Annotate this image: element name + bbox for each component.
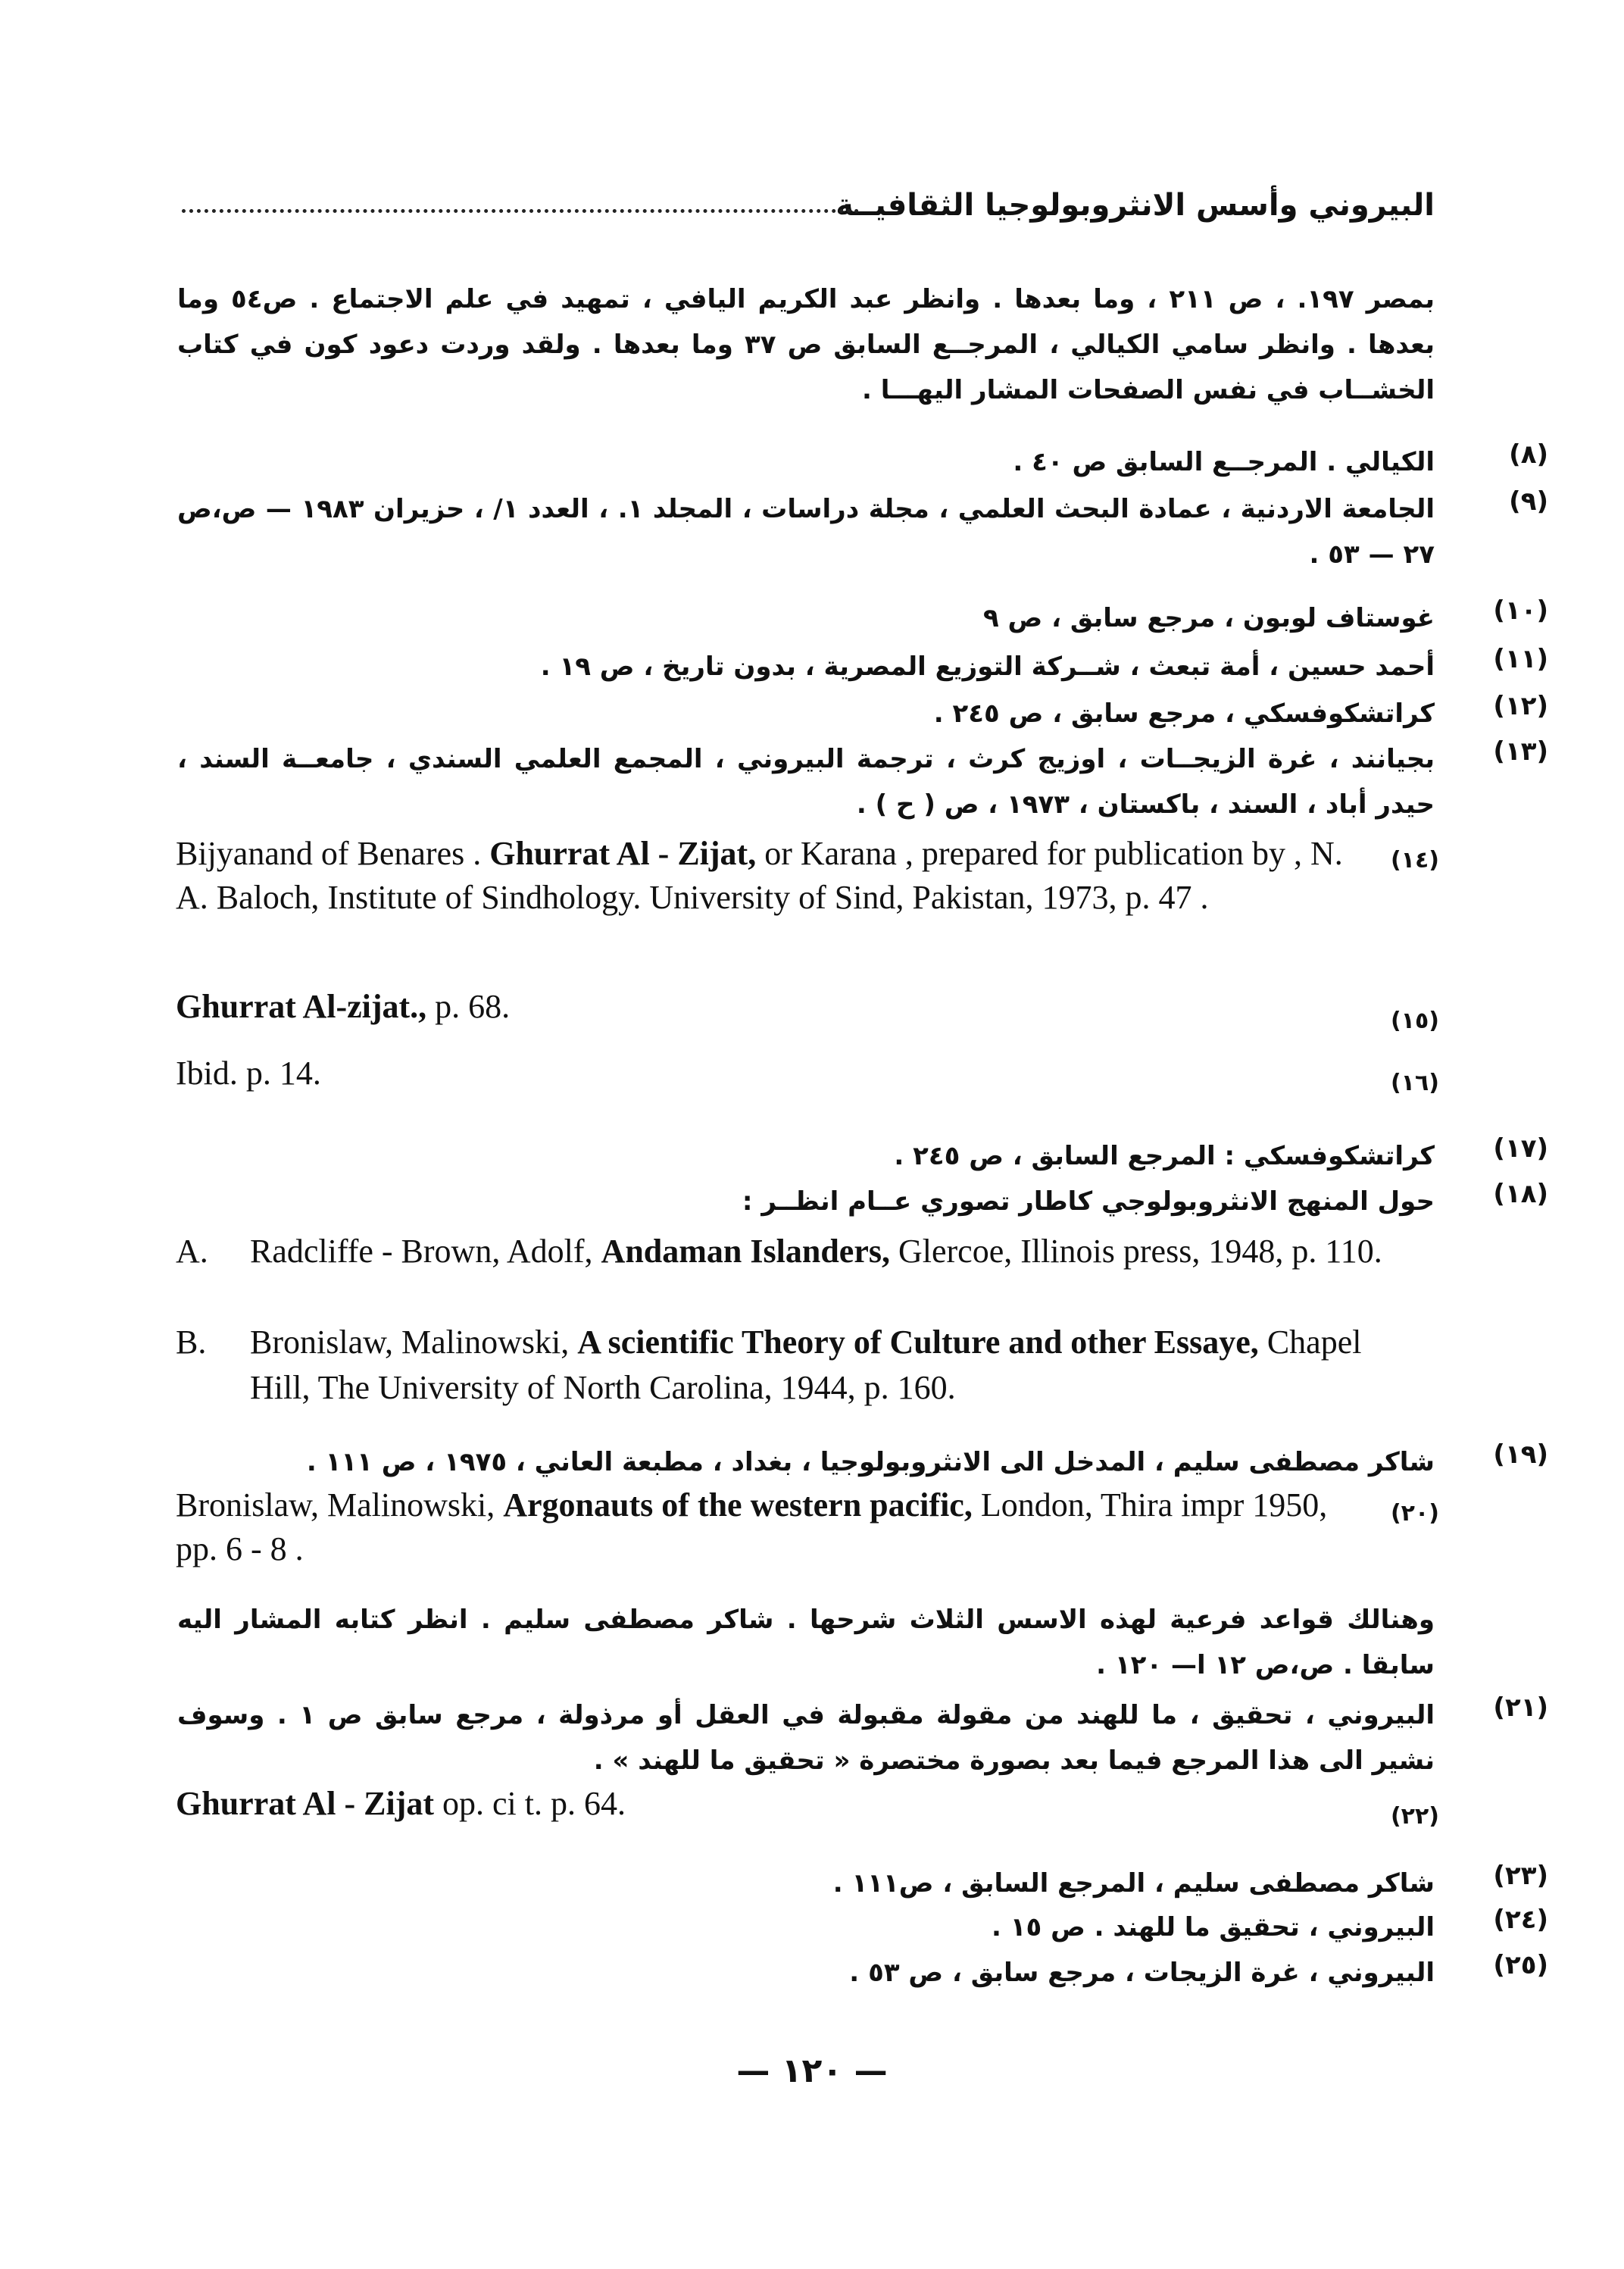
reference-b	[176, 1320, 1403, 1411]
footnote-text: الجامعة الاردنية ، عمادة البحث العلمي ، مجلة دراسات ، المجلد ١. ، العدد ١/ ، حزيران ١٩٨٣ — ص،ص ٢٧ — ٥٣ .	[177, 494, 1435, 570]
footnote-20-author: Bronislaw, Malinowski,	[176, 1486, 504, 1524]
footnote-13	[177, 736, 1548, 827]
footnote-text: البيروني ، غرة الزيجات ، مرجع سابق ، ص ٥٣ .	[849, 1958, 1435, 1988]
footnote-number: (١٣)	[1493, 736, 1548, 767]
footnote-12	[177, 691, 1548, 736]
footnote-21	[177, 1692, 1548, 1783]
footnote-text: حول المنهج الانثروبولوجي كاطار تصوري عــام انظــر :	[742, 1186, 1435, 1217]
footnote-9	[177, 486, 1548, 577]
footnote-number: (١٧)	[1493, 1133, 1548, 1164]
footnote-10	[177, 595, 1548, 641]
note-7-continuation: بمصر ١٩٧. ، ص ٢١١ ، وما بعدها . وانظر عبد الكريم اليافي ، تمهيد في علم الاجتماع . ص٥٤ وما بعدها . وانظر سامي الكيالي ، المرجــع السابق ص ٣٧ وما بعدها . ولقد وردت دعود كون في كتاب الخشــاب في نفس الصفحات المشار اليهـــا .	[177, 284, 1435, 405]
footnote-number: (٨)	[1509, 439, 1548, 470]
reference-b-publisher: Chapel Hill, The University of North Carolina, 1944, p. 160.	[250, 1324, 1362, 1406]
running-header-title: البيروني وأسس الانثروبولوجيا الثقافيــة	[835, 188, 1435, 223]
footnote-15-part: p. 68.	[426, 988, 511, 1025]
reference-letter: A.	[176, 1233, 208, 1270]
reference-a	[176, 1229, 1403, 1274]
footnote-22	[176, 1782, 1357, 1826]
reference-a-publisher: Glercoe, Illinois press, 1948, p. 110.	[889, 1233, 1382, 1270]
footnote-number: (١١)	[1493, 644, 1548, 674]
footnote-14	[176, 832, 1357, 920]
footnote-14-number: (١٤)	[1390, 847, 1439, 874]
footnote-15-title: Ghurrat Al-zijat.,	[176, 988, 427, 1025]
footnote-18	[177, 1179, 1548, 1224]
footnote-15-number: (١٥)	[1390, 1008, 1439, 1034]
footnote-text: البيروني ، تحقيق ، ما للهند من مقولة مقبولة في العقل أو مرذولة ، مرجع سابق ص ١ . وسوف نشير الى هذا المرجع فيما بعد بصورة مختصرة « تحقيق ما للهند » .	[177, 1700, 1435, 1776]
footnote-text: كراتشكوفسكي : المرجع السابق ، ص ٢٤٥ .	[894, 1141, 1435, 1171]
footnote-text: شاكر مصطفى سليم ، المرجع السابق ، ص١١١ .	[832, 1868, 1435, 1899]
footnote-14-part-1: Bijyanand of Benares .	[176, 835, 490, 872]
note-20-continuation: وهنالك قواعد فرعية لهذه الاسس الثلاث شرحها . شاكر مصطفى سليم . انظر كتابه المشار اليه سابقا . ص،ص ١٢ ا— ١٢٠ .	[177, 1605, 1435, 1680]
footnote-number: (٢٤)	[1493, 1905, 1548, 1935]
reference-b-title: A scientific Theory of Culture and other Essaye,	[577, 1324, 1259, 1361]
footnote-16: Ibid. p. 14.	[176, 1055, 321, 1092]
footnote-20	[176, 1483, 1357, 1571]
footnote-17	[177, 1133, 1548, 1179]
footnote-15	[176, 985, 1357, 1029]
header-dotted-rule	[182, 203, 859, 213]
footnote-number: (١٩)	[1493, 1439, 1548, 1470]
footnote-text: أحمد حسين ، أمة تبعث ، شــركة التوزيع المصرية ، بدون تاريخ ، ص ١٩ .	[540, 652, 1435, 682]
footnote-20-number: (٢٠)	[1390, 1500, 1439, 1527]
reference-letter: B.	[176, 1324, 207, 1361]
footnote-text: شاكر مصطفى سليم ، المدخل الى الانثروبولوجيا ، بغداد ، مطبعة العاني ، ١٩٧٥ ، ص ١١١ .	[306, 1447, 1435, 1477]
footnote-text: غوستاف لوبون ، مرجع سابق ، ص ٩	[982, 603, 1435, 633]
footnote-number: (٢١)	[1493, 1692, 1548, 1723]
footnote-number: (٩)	[1509, 486, 1548, 517]
footnote-text: بجيانند ، غرة الزيجــات ، اوزيج كرث ، ترجمة البيروني ، المجمع العلمي السندي ، جامعــة السند ، حيدر أباد ، السند ، باكستان ، ١٩٧٣ ، ص ( ح ) .	[177, 744, 1435, 820]
footnote-20-title: Argonauts of the western pacific,	[503, 1486, 973, 1524]
footnote-25	[177, 1950, 1548, 1996]
footnote-number: (١٨)	[1493, 1179, 1548, 1209]
footnote-number: (١٢)	[1493, 691, 1548, 721]
footnote-24	[177, 1905, 1548, 1950]
footnote-14-title: Ghurrat Al - Zijat,	[489, 835, 757, 872]
footnote-22-title: Ghurrat Al - Zijat	[176, 1785, 434, 1822]
footnote-22-part: op. ci t. p. 64.	[433, 1785, 626, 1822]
footnote-14-part-2: or Karana , prepared for publication by , N. A. Baloch, Institute of Sindhology. University of Sind, Pakistan, 1973, p. 47 .	[176, 835, 1343, 916]
footnote-16-number: (١٦)	[1390, 1070, 1439, 1096]
footnote-19	[177, 1439, 1548, 1485]
footnote-20-publisher: London, Thira impr 1950, pp. 6 - 8 .	[176, 1486, 1328, 1567]
footnote-22-number: (٢٢)	[1390, 1803, 1439, 1830]
footnote-8	[177, 439, 1548, 485]
footnote-number: (١٠)	[1493, 595, 1548, 626]
footnote-text: كراتشكوفسكي ، مرجع سابق ، ص ٢٤٥ .	[933, 699, 1435, 729]
footnote-11	[177, 644, 1548, 689]
reference-a-author: Radcliffe - Brown, Adolf,	[250, 1233, 601, 1270]
reference-b-author: Bronislaw, Malinowski,	[250, 1324, 578, 1361]
footnote-number: (٢٥)	[1493, 1950, 1548, 1980]
reference-a-title: Andaman Islanders,	[601, 1233, 890, 1270]
footnote-text: البيروني ، تحقيق ما للهند . ص ١٥ .	[991, 1912, 1435, 1942]
page-number: — ١٢٠ —	[736, 2052, 888, 2090]
footnote-23	[177, 1861, 1548, 1906]
footnote-text: الكيالي . المرجــع السابق ص ٤٠ .	[1013, 447, 1435, 477]
footnote-number: (٢٣)	[1493, 1861, 1548, 1891]
